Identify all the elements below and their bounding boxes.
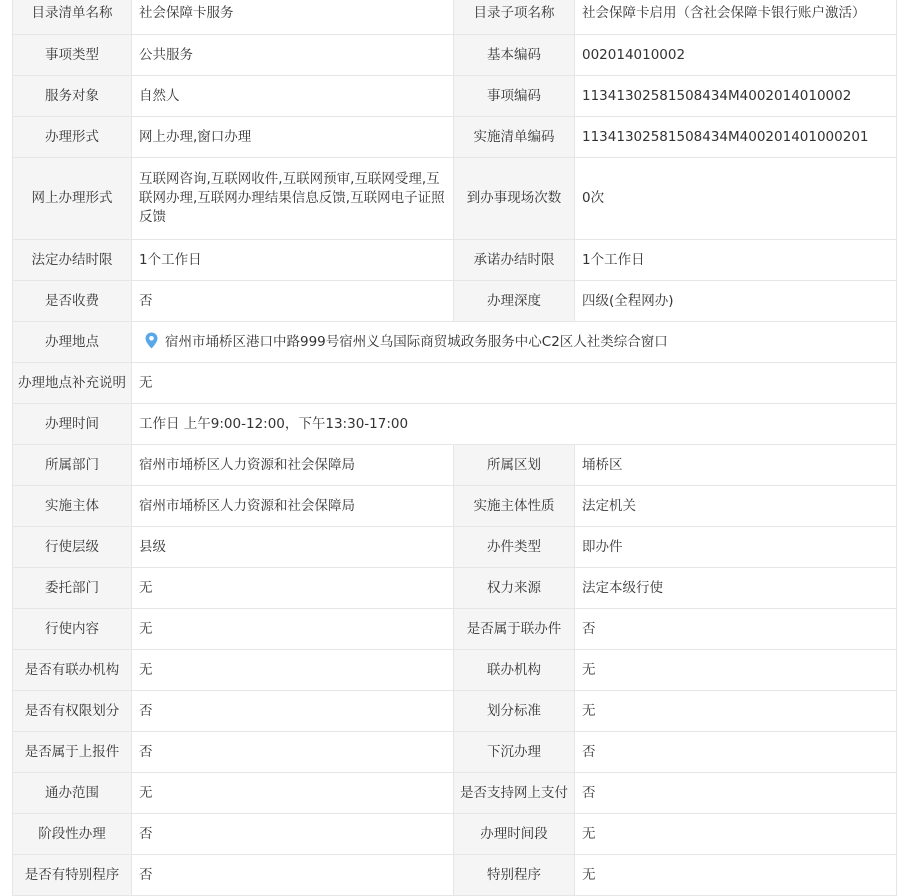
field-value: 工作日 上午9:00-12:00，下午13:30-17:00 [132, 404, 897, 445]
field-value: 1个工作日 [575, 240, 897, 281]
info-table-body [13, 0, 897, 896]
service-item-info-table [12, 0, 897, 896]
info-row [13, 363, 897, 404]
field-value: 即办件 [575, 527, 897, 568]
field-value: 社会保障卡服务 [132, 0, 454, 35]
info-row [13, 691, 897, 732]
info-row [13, 76, 897, 117]
field-label: 划分标准 [454, 691, 575, 732]
info-row [13, 486, 897, 527]
field-value: 宿州市埇桥区人力资源和社会保障局 [132, 486, 454, 527]
field-label: 是否收费 [13, 281, 132, 322]
info-row [13, 404, 897, 445]
field-label: 特别程序 [454, 855, 575, 896]
field-value: 否 [575, 732, 897, 773]
field-value: 自然人 [132, 76, 454, 117]
field-value: 无 [132, 568, 454, 609]
field-value: 社会保障卡启用（含社会保障卡银行账户激活） [575, 0, 897, 35]
field-label: 承诺办结时限 [454, 240, 575, 281]
field-label: 是否有特别程序 [13, 855, 132, 896]
field-label: 网上办理形式 [13, 158, 132, 240]
field-label: 行使内容 [13, 609, 132, 650]
field-label: 办理时间段 [454, 814, 575, 855]
field-value: 四级(全程网办) [575, 281, 897, 322]
map-pin-icon [145, 332, 158, 349]
info-row [13, 281, 897, 322]
field-label: 基本编码 [454, 35, 575, 76]
field-value: 无 [132, 609, 454, 650]
info-row [13, 322, 897, 363]
field-label: 是否有权限划分 [13, 691, 132, 732]
field-value: 公共服务 [132, 35, 454, 76]
field-label: 是否有联办机构 [13, 650, 132, 691]
field-label: 下沉办理 [454, 732, 575, 773]
info-row [13, 0, 897, 35]
info-row [13, 732, 897, 773]
info-row [13, 568, 897, 609]
info-row [13, 117, 897, 158]
field-label: 实施清单编码 [454, 117, 575, 158]
field-value: 法定机关 [575, 486, 897, 527]
info-row [13, 650, 897, 691]
field-label: 是否属于联办件 [454, 609, 575, 650]
field-value: 无 [575, 814, 897, 855]
field-label: 委托部门 [13, 568, 132, 609]
field-value: 否 [575, 609, 897, 650]
field-label: 服务对象 [13, 76, 132, 117]
field-value: 否 [575, 773, 897, 814]
field-value: 埇桥区 [575, 445, 897, 486]
field-label: 实施主体性质 [454, 486, 575, 527]
info-row [13, 445, 897, 486]
field-value: 无 [132, 363, 897, 404]
field-label: 办理形式 [13, 117, 132, 158]
field-value: 否 [132, 732, 454, 773]
info-row [13, 158, 897, 240]
field-label: 事项类型 [13, 35, 132, 76]
field-value: 否 [132, 691, 454, 732]
info-row [13, 527, 897, 568]
field-value: 宿州市埇桥区人力资源和社会保障局 [132, 445, 454, 486]
info-row [13, 35, 897, 76]
location-address: 宿州市埇桥区港口中路999号宿州义乌国际商贸城政务服务中心C2区人社类综合窗口 [165, 334, 668, 350]
field-label: 行使层级 [13, 527, 132, 568]
field-label: 权力来源 [454, 568, 575, 609]
field-label: 办理深度 [454, 281, 575, 322]
field-value: 法定本级行使 [575, 568, 897, 609]
field-value: 11341302581508434M400201401000201 [575, 117, 897, 158]
field-value: 县级 [132, 527, 454, 568]
field-label: 阶段性办理 [13, 814, 132, 855]
field-value: 无 [132, 650, 454, 691]
info-row [13, 855, 897, 896]
field-label: 通办范围 [13, 773, 132, 814]
field-value: 否 [132, 855, 454, 896]
field-label: 所属部门 [13, 445, 132, 486]
field-value: 002014010002 [575, 35, 897, 76]
field-value: 否 [132, 814, 454, 855]
field-label: 办理时间 [13, 404, 132, 445]
field-value: 无 [132, 773, 454, 814]
location-value-cell [132, 322, 897, 363]
field-label: 联办机构 [454, 650, 575, 691]
field-value: 无 [575, 855, 897, 896]
field-label: 办件类型 [454, 527, 575, 568]
field-value: 网上办理,窗口办理 [132, 117, 454, 158]
field-value: 否 [132, 281, 454, 322]
info-row [13, 814, 897, 855]
field-value: 0次 [575, 158, 897, 240]
field-value: 互联网咨询,互联网收件,互联网预审,互联网受理,互联网办理,互联网办理结果信息反馈,互联网电子证照反馈 [132, 158, 454, 240]
info-row [13, 609, 897, 650]
field-value: 无 [575, 691, 897, 732]
field-label: 目录清单名称 [13, 0, 132, 35]
field-label: 是否属于上报件 [13, 732, 132, 773]
field-label: 办理地点补充说明 [13, 363, 132, 404]
field-label: 目录子项名称 [454, 0, 575, 35]
field-value: 1个工作日 [132, 240, 454, 281]
field-label: 事项编码 [454, 76, 575, 117]
info-row [13, 240, 897, 281]
field-label: 办理地点 [13, 322, 132, 363]
field-label: 法定办结时限 [13, 240, 132, 281]
field-label: 所属区划 [454, 445, 575, 486]
field-value: 11341302581508434M4002014010002 [575, 76, 897, 117]
field-label: 实施主体 [13, 486, 132, 527]
field-value: 无 [575, 650, 897, 691]
field-label: 到办事现场次数 [454, 158, 575, 240]
field-label: 是否支持网上支付 [454, 773, 575, 814]
info-row [13, 773, 897, 814]
